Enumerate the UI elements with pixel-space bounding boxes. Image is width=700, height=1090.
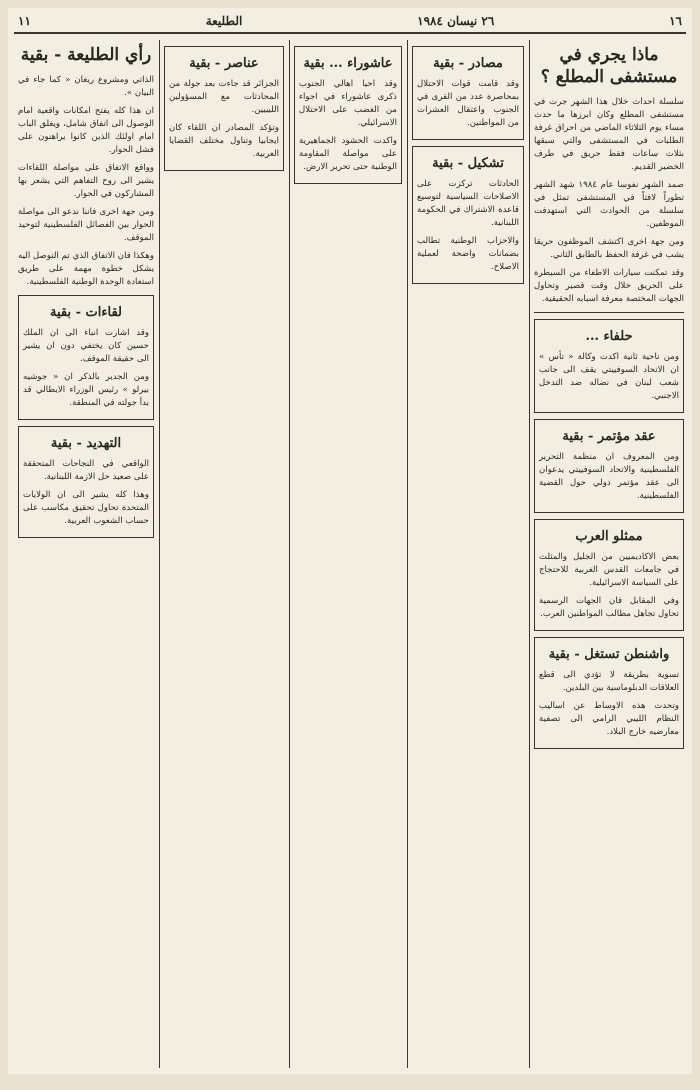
taliea-paragraph: الذاتي ومشروع ريغان « كما جاء في البيان ». [18,75,154,98]
meetings-paragraph: ومن الجدير بالذكر ان « جوشيه بيرلو » رئيس الوزراء الايطالي قد بدأ جولته في المنطقة. [23,372,149,408]
threat-paragraph: الواقعي في النجاحات المتحققة على صعيد حل الازمة اللبنانية. [23,459,149,482]
article-washington [534,637,684,749]
headline-faluja: حلفاء ... [585,329,633,344]
taliea-paragraph: وواقع الاتفاق على مواصلة اللقاءات يشير الى روح التفاهم التي يشعر بها المشاركون في الحوار. [18,163,154,199]
headline-summit: عقد مؤتمر - بقية [562,429,656,444]
article-ashoura [294,46,402,184]
ashoura-paragraph: واكدت الحشود الجماهيرية على مواصلة المقاومة الوطنية حتى تحرير الارض. [299,136,397,172]
article-threat [18,426,154,538]
formation-paragraph: الحادثات تركزت على الاصلاحات السياسية لتوسيع قاعدة الاشتراك في الحكومة اللبنانية. [417,179,519,228]
headline-formation: تشكيل - بقية [432,156,504,171]
ashoura-paragraph: وقد احيا اهالي الجنوب ذكرى عاشوراء في اجواء من الغضب على الاحتلال الاسرائيلي. [299,79,397,128]
column-rule [289,40,290,1068]
column-rule [529,40,530,1068]
header-date: ٢٦ نيسان ١٩٨٤ [417,14,495,28]
headline-threat: التهديد - بقية [50,436,122,451]
column-1 [534,40,684,1068]
column-rule [407,40,408,1068]
main-paragraph: ومن جهة اخرى اكتشف الموظفون حريقا يشب في غرفة الحفظ بالطابق الثاني. [534,237,684,260]
article-formation [412,146,524,284]
column-3 [294,40,402,1068]
headline-sources: مصادر - بقية [433,56,503,71]
summit-paragraph: ومن المعروف ان منظمة التحرير الفلسطينية والاتحاد السوفييتي يدعوان الى عقد مؤتمر دولي حول القضية الفلسطينية. [539,452,679,501]
elements-paragraph: الجزائر قد جاءت بعد جولة من المحادثات مع المسؤولين الليبيين. [169,79,279,115]
article-arabs [534,519,684,631]
headline-elements: عناصر - بقية [189,56,259,71]
formation-paragraph: والاحزاب الوطنية تطالب بضمانات واضحة لعملية الاصلاح. [417,236,519,272]
main-paragraph: وقد تمكنت سيارات الاطفاء من السيطرة على الحريق خلال وقت قصير وتحاول الجهات المختصة معرفة اسبابه الحقيقية. [534,268,684,304]
main-paragraph: سلسلة احداث خلال هذا الشهر جرت في مستشفى المطلع وكان ابرزها ما حدث مساء يوم الثلاثاء الماضي من احراق غرفة الطلبات في المستشفى والتي سبقها بثلاث ساعات فقط حريق في طرف الخضير القديم. [534,97,684,172]
headline-washington: واشنطن تستغل - بقية [548,647,670,662]
main-paragraph: صمد الشهر نفوسا عام ١٩٨٤ شهد الشهر تطوراً لافتاً في المستشفى تمثل في سلسلة من الحوادث التي استهدفت الموظفين. [534,180,684,229]
sources-paragraph: وقد قامت قوات الاحتلال بمحاصرة عدد من القرى في الجنوب واعتقال العشرات من المواطنين. [417,79,519,128]
arabs-paragraph: وفي المقابل فان الجهات الرسمية تحاول تجاهل مطالب المواطنين العرب. [539,596,679,619]
article-faluja [534,319,684,413]
washington-paragraph: وتحدث هذه الاوساط عن اساليب النظام الليبي الرامي الى تصفية معارضيه خارج البلاد. [539,701,679,737]
headline-ashoura: عاشوراء ... بقية [303,56,393,71]
article-meetings [18,295,154,420]
taliea-paragraph: ان هذا كله يفتح امكانات واقعية امام الوصول الى اتفاق شامل، ويغلق الباب امام اولئك الذين كانوا يراهنون على فشل الحوار. [18,106,154,155]
headline-meetings: لقاءات - بقية [50,305,122,320]
article-elements [164,46,284,171]
taliea-paragraph: وهكذا فان الاتفاق الذي تم التوصل اليه يشكل خطوة مهمة على طريق استعادة الوحدة الوطنية الفلسطينية. [18,251,154,287]
headline-main: ماذا يجري في مستشفى المطلع ؟ [540,45,678,87]
column-2 [412,40,524,1068]
washington-paragraph: تسوية بطريقة لا تؤدي الى قطع العلاقات الدبلوماسية بين البلدين. [539,670,679,693]
arabs-paragraph: بعض الاكاديميين من الجليل والمثلث في جامعات القدس الغربية للاحتجاج على السياسة الاسرائيلية. [539,552,679,588]
column-5 [18,40,154,1068]
article-summit [534,419,684,513]
divider [534,312,684,313]
elements-paragraph: وتؤكد المصادر ان اللقاء كان ايجابيا وتناول مختلف القضايا العربية. [169,123,279,159]
newspaper-page [8,8,692,1074]
article-sources [412,46,524,140]
meetings-paragraph: وقد اشارت انباء الى ان الملك حسين كان يختفي دون ان يشير الى حقيقة الموقف. [23,328,149,364]
threat-paragraph: وهذا كله يشير الى ان الولايات المتحدة تحاول تحقيق مكاسب على حساب الشعوب العربية. [23,490,149,526]
column-4 [164,40,284,1068]
faluja-paragraph: ومن ناحية ثانية اكدت وكالة « تأس » ان الاتحاد السوفييتي يقف الى جانب شعب لبنان في نضاله ضد التدخل الاجنبي. [539,352,679,401]
headline-arabs: ممثلو العرب [575,529,643,544]
header-page-number: ١١ [18,14,31,28]
column-rule [159,40,160,1068]
headline-taliea: رأي الطليعة - بقية [20,45,152,65]
header-publication: الطليعة [205,14,243,28]
header-page-number-right: ١٦ [669,14,682,28]
taliea-paragraph: ومن جهة اخرى فاننا ندعو الى مواصلة الحوار بين الفصائل الفلسطينية لتوحيد الموقف. [18,207,154,243]
page-header [14,10,686,34]
